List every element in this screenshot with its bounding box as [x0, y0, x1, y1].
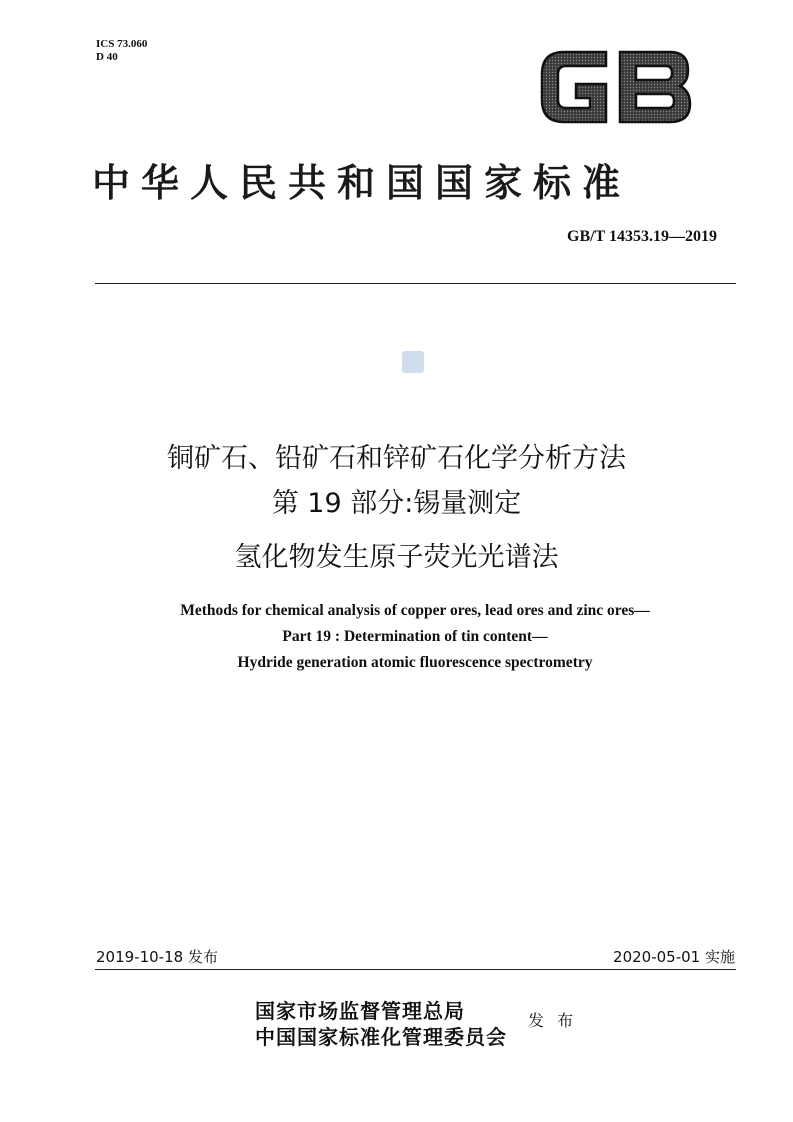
national-standard-title: 中华人民共和国国家标准: [92, 161, 632, 205]
header-divider: [95, 283, 736, 284]
implementation-date: 2020-05-01 实施: [613, 948, 735, 966]
title-cn-line1: 铜矿石、铅矿石和锌矿石化学分析方法: [167, 443, 626, 474]
classification-codes: [96, 38, 147, 64]
standard-number: GB/T 14353.19—2019: [567, 228, 717, 245]
issue-date: 2019-10-18 发布: [96, 948, 218, 966]
title-en-line1: Methods for chemical analysis of copper ores, lead ores and zinc ores—: [180, 602, 650, 619]
title-en-line2: Part 19 : Determination of tin content—: [282, 628, 548, 645]
footer-divider: [95, 969, 736, 970]
gb-logo-icon: [536, 44, 696, 130]
issuer-sac: 中国国家标准化管理委员会: [255, 1025, 507, 1049]
title-en-line3: Hydride generation atomic fluorescence spectrometry: [237, 654, 593, 671]
title-cn-line2: 第 19 部分:锡量测定: [271, 488, 522, 519]
ics-code: ICS 73.060: [96, 38, 148, 50]
ccs-code: D 40: [96, 51, 118, 63]
watermark-badge: [402, 351, 424, 373]
title-cn-line3: 氢化物发生原子荧光光谱法: [234, 542, 559, 573]
publish-label: 发 布: [528, 1011, 578, 1030]
issuer-samr: 国家市场监督管理总局: [255, 999, 465, 1023]
